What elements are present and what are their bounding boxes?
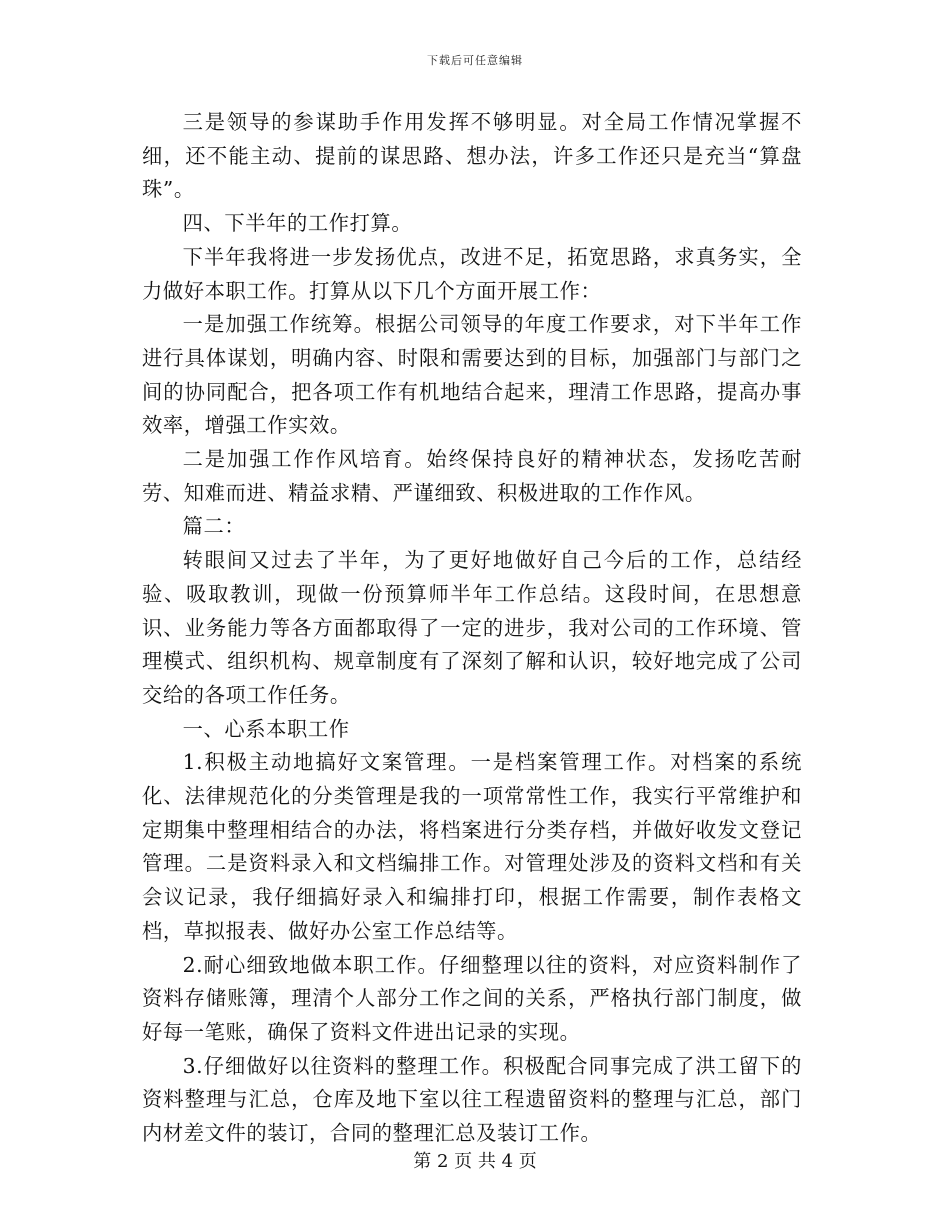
page-footer [0,1147,950,1173]
document-body [142,106,802,1151]
paragraph: 下半年我将进一步发扬优点，改进不足，拓宽思路，求真务实，全力做好本职工作。打算从以下几个方面开展工作： [142,244,802,303]
section-heading: 一、心系本职工作 [182,716,350,741]
paragraph: 1.积极主动地搞好文案管理。一是档案管理工作。对档案的系统化、法律规范化的分类管理是我的一项常常性工作，我实行平常维护和定期集中整理相结合的办法，将档案进行分类存档，并做好收发文登记管理。二是资料录入和文档编排工作。对管理处涉及的资料文档和有关会议记录，我仔细搞好录入和编排打印，根据工作需要，制作表格文档，草拟报表、做好办公室工作总结等。 [142,750,802,943]
section-heading: 篇二： [182,514,246,539]
paragraph: 3.仔细做好以往资料的整理工作。积极配合同事完成了洪工留下的资料整理与汇总，仓库及地下室以往工程遗留资料的整理与汇总，部门内材差文件的装订，合同的整理汇总及装订工作。 [142,1053,802,1146]
paragraph: 2.耐心细致地做本职工作。仔细整理以往的资料，对应资料制作了资料存储账簿，理清个人部分工作之间的关系，严格执行部门制度，做好每一笔账，确保了资料文件进出记录的实现。 [142,952,802,1044]
paragraph: 三是领导的参谋助手作用发挥不够明显。对全局工作情况掌握不细，还不能主动、提前的谋思路、想办法，许多工作还只是充当“算盘珠”。 [142,110,802,202]
paragraph: 一是加强工作统筹。根据公司领导的年度工作要求，对下半年工作进行具体谋划，明确内容、时限和需要达到的目标，加强部门与部门之间的协同配合，把各项工作有机地结合起来，理清工作思路，提高办事效率，增强工作实效。 [142,312,802,438]
paragraph: 转眼间又过去了半年，为了更好地做好自己今后的工作，总结经验、吸取教训，现做一份预算师半年工作总结。这段时间，在思想意识、业务能力等各方面都取得了一定的进步，我对公司的工作环境、管理模式、组织机构、规章制度有了深刻了解和认识，较好地完成了公司交给的各项工作任务。 [142,548,802,707]
page-header-note: 下载后可任意编辑 [427,54,523,67]
section-heading: 四、下半年的工作打算。 [182,211,413,236]
page-number-label: 第 2 页 共 4 页 [413,1151,537,1172]
paragraph: 二是加强工作作风培育。始终保持良好的精神状态，发扬吃苦耐劳、知难而进、精益求精、严谨细致、积极进取的工作作风。 [142,447,802,505]
